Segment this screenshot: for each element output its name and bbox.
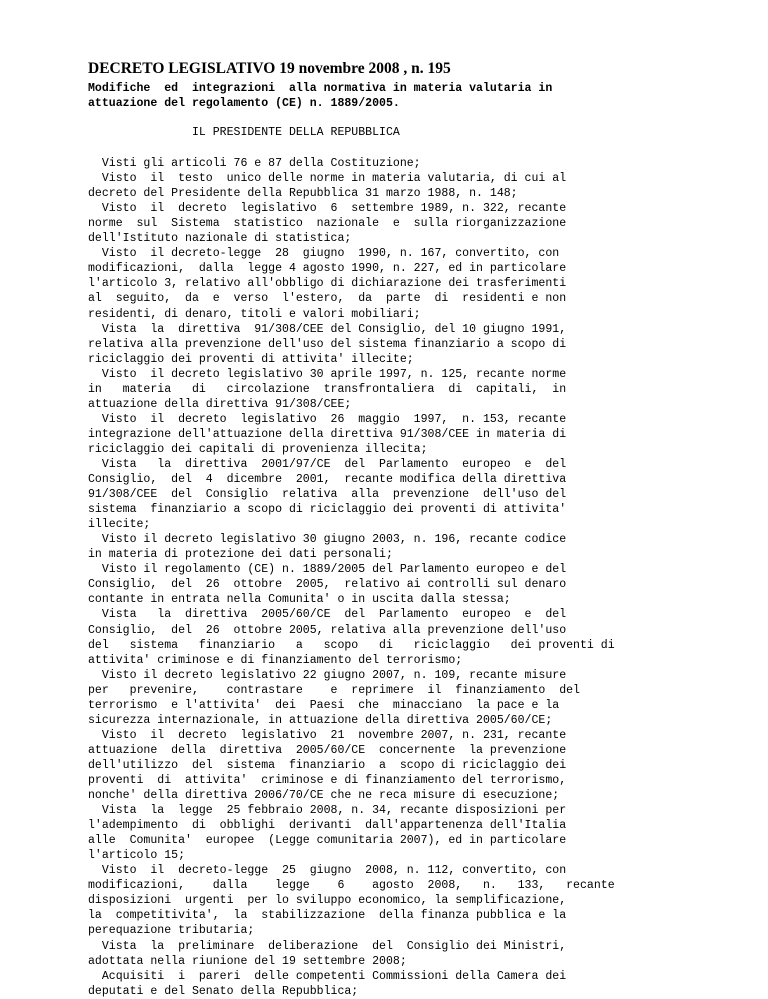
text-line: dell'Istituto nazionale di statistica;: [88, 232, 352, 246]
text-line: Visto il decreto legislativo 26 maggio 1997, n. 153, recante: [88, 412, 567, 426]
text-line: deputati e del Senato della Repubblica;: [88, 984, 359, 998]
text-line: Visto il decreto legislativo 30 giugno 2003, n. 196, recante codice: [88, 533, 567, 547]
text-line: Visti gli articoli 76 e 87 della Costituzione;: [88, 157, 421, 171]
subtitle-line: Modifiche ed integrazioni alla normativa in materia valutaria in: [88, 82, 553, 95]
text-line: modificazioni, dalla legge 6 agosto 2008, n. 133, recante: [88, 879, 615, 893]
text-line: attuazione della direttiva 91/308/CEE;: [88, 397, 352, 411]
text-line: dell'utilizzo del sistema finanziario a scopo di riciclaggio dei: [88, 758, 567, 772]
text-line: integrazione dell'attuazione della direttiva 91/308/CEE in materia di: [88, 427, 567, 441]
text-line: perequazione tributaria;: [88, 924, 255, 938]
text-line: modificazioni, dalla legge 4 agosto 1990, n. 227, ed in particolare: [88, 262, 567, 276]
text-line: Consiglio, del 4 dicembre 2001, recante modifica della direttiva: [88, 473, 567, 487]
text-line: l'articolo 15;: [88, 849, 186, 863]
text-line: residenti, di denaro, titoli e valori mobiliari;: [88, 307, 421, 321]
text-line: Vista la direttiva 91/308/CEE del Consiglio, del 10 giugno 1991,: [88, 322, 567, 336]
text-line: del sistema finanziario a scopo di riciclaggio dei proventi di: [88, 638, 615, 652]
text-line: riciclaggio dei capitali di provenienza illecita;: [88, 442, 428, 456]
text-line: nonche' della direttiva 2006/70/CE che ne reca misure di esecuzione;: [88, 789, 560, 803]
section-heading: IL PRESIDENTE DELLA REPUBBLICA: [88, 126, 400, 139]
document-page: [88, 60, 728, 999]
text-line: Vista la preliminare deliberazione del Consiglio dei Ministri,: [88, 939, 567, 953]
text-line: Consiglio, del 26 ottobre 2005, relativo ai controlli sul denaro: [88, 578, 567, 592]
text-line: l'adempimento di obblighi derivanti dall'appartenenza dell'Italia: [88, 819, 567, 833]
text-line: Consiglio, del 26 ottobre 2005, relativa alla prevenzione dell'uso: [88, 623, 567, 637]
text-line: in materia di circolazione transfrontaliera di capitali, in: [88, 382, 567, 396]
text-line: adottata nella riunione del 19 settembre 2008;: [88, 954, 407, 968]
text-line: l'articolo 3, relativo all'obbligo di dichiarazione dei trasferimenti: [88, 277, 567, 291]
text-line: Visto il decreto legislativo 30 aprile 1997, n. 125, recante norme: [88, 367, 567, 381]
text-line: alle Comunita' europee (Legge comunitaria 2007), ed in particolare: [88, 834, 567, 848]
text-line: per prevenire, contrastare e reprimere il finanziamento del: [88, 683, 580, 697]
text-line: riciclaggio dei proventi di attivita' illecite;: [88, 352, 414, 366]
text-line: Visto il decreto legislativo 6 settembre 1989, n. 322, recante: [88, 202, 567, 216]
text-line: Visto il regolamento (CE) n. 1889/2005 del Parlamento europeo e del: [88, 563, 567, 577]
subtitle-line: attuazione del regolamento (CE) n. 1889/2005.: [88, 97, 400, 110]
text-line: Vista la direttiva 2005/60/CE del Parlamento europeo e del: [88, 608, 567, 622]
text-line: Visto il decreto-legge 25 giugno 2008, n. 112, convertito, con: [88, 864, 567, 878]
text-line: norme sul Sistema statistico nazionale e sulla riorganizzazione: [88, 217, 567, 231]
text-line: relativa alla prevenzione dell'uso del sistema finanziario a scopo di: [88, 337, 567, 351]
text-line: sicurezza internazionale, in attuazione della direttiva 2005/60/CE;: [88, 713, 553, 727]
text-line: Vista la direttiva 2001/97/CE del Parlamento europeo e del: [88, 458, 567, 471]
text-line: attivita' criminose e di finanziamento del terrorismo;: [88, 653, 463, 667]
text-line: Vista la legge 25 febbraio 2008, n. 34, recante disposizioni per: [88, 804, 567, 818]
text-line: proventi di attivita' criminose e di finanziamento del terrorismo,: [88, 773, 567, 787]
text-line: in materia di protezione dei dati personali;: [88, 548, 393, 562]
text-line: disposizioni urgenti per lo sviluppo economico, la semplificazione,: [88, 894, 567, 908]
document-title: DECRETO LEGISLATIVO 19 novembre 2008 , n. 195: [88, 60, 451, 77]
preamble-text: [88, 156, 728, 999]
text-line: 91/308/CEE del Consiglio relativa alla prevenzione dell'uso del: [88, 488, 567, 502]
text-line: sistema finanziario a scopo di riciclaggio dei proventi di attivita': [88, 503, 567, 517]
text-line: Acquisiti i pareri delle competenti Commissioni della Camera dei: [88, 969, 567, 983]
text-line: Visto il decreto-legge 28 giugno 1990, n. 167, convertito, con: [88, 247, 560, 261]
document-subtitle: [88, 81, 728, 111]
text-line: contante in entrata nella Comunita' o in uscita dalla stessa;: [88, 593, 511, 607]
text-line: Visto il testo unico delle norme in materia valutaria, di cui al: [88, 172, 567, 186]
text-line: terrorismo e l'attivita' dei Paesi che minacciano la pace e la: [88, 698, 560, 712]
text-line: attuazione della direttiva 2005/60/CE concernente la prevenzione: [88, 743, 567, 757]
text-line: Visto il decreto legislativo 21 novembre 2007, n. 231, recante: [88, 728, 567, 742]
text-line: Visto il decreto legislativo 22 giugno 2007, n. 109, recante misure: [88, 668, 567, 682]
text-line: la competitivita', la stabilizzazione della finanza pubblica e la: [88, 909, 567, 923]
text-line: illecite;: [88, 518, 151, 532]
text-line: decreto del Presidente della Repubblica 31 marzo 1988, n. 148;: [88, 187, 518, 201]
text-line: al seguito, da e verso l'estero, da parte di residenti e non: [88, 292, 567, 306]
